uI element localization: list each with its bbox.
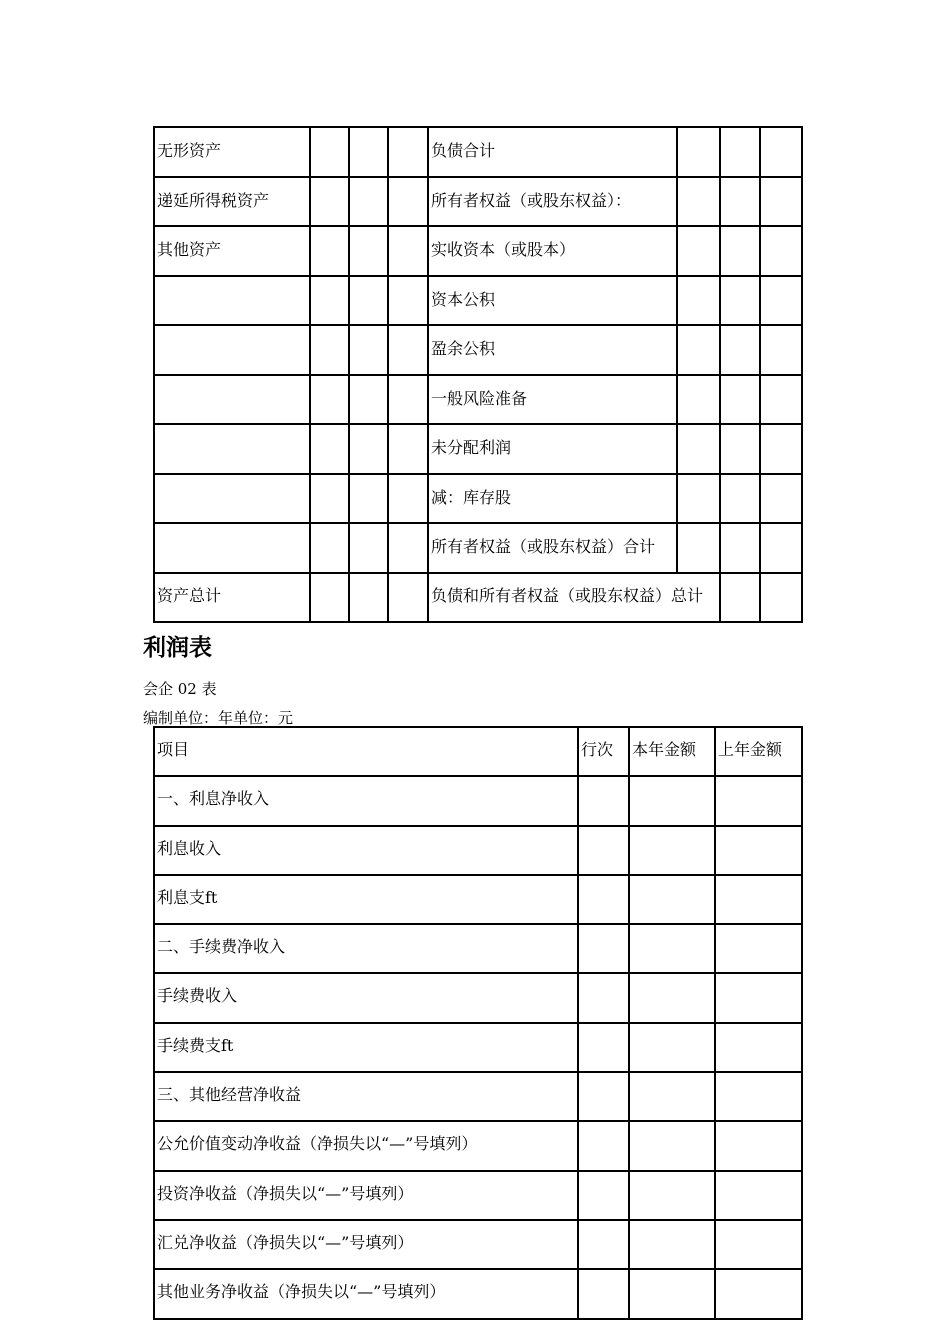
current-year-cell [629, 1023, 715, 1072]
liability-value-cell [677, 474, 720, 524]
line-no-cell [578, 1220, 629, 1269]
asset-item-cell: 无形资产 [154, 127, 310, 177]
liability-item-cell: 资本公积 [428, 276, 677, 326]
liability-value-cell [720, 177, 760, 227]
liability-value-cell [760, 127, 802, 177]
asset-value-cell [349, 523, 388, 573]
asset-value-cell [310, 325, 349, 375]
table-row [154, 1072, 802, 1121]
current-year-cell [629, 1072, 715, 1121]
prior-year-cell [715, 1072, 802, 1121]
liability-value-cell [720, 523, 760, 573]
liability-value-cell [760, 276, 802, 326]
liability-item-cell: 负债和所有者权益（或股东权益）总计 [428, 573, 720, 623]
prior-year-cell [715, 973, 802, 1022]
asset-value-cell [310, 276, 349, 326]
liability-item-cell: 所有者权益（或股东权益）合计 [428, 523, 677, 573]
table-row [154, 226, 802, 276]
asset-value-cell [349, 325, 388, 375]
unit-line: 编制单位：年单位：元 [143, 709, 294, 727]
asset-value-cell [388, 474, 428, 524]
table-row [154, 325, 802, 375]
asset-value-cell [349, 276, 388, 326]
table-row [154, 973, 802, 1022]
liability-value-cell [720, 127, 760, 177]
asset-value-cell [349, 474, 388, 524]
current-year-cell [629, 973, 715, 1022]
line-no-cell [578, 826, 629, 875]
liability-item-cell: 负债合计 [428, 127, 677, 177]
column-header: 本年金额 [629, 727, 715, 776]
asset-item-cell [154, 424, 310, 474]
prior-year-cell [715, 1269, 802, 1318]
liability-value-cell [677, 177, 720, 227]
liability-value-cell [677, 127, 720, 177]
current-year-cell [629, 924, 715, 973]
table-row [154, 1023, 802, 1072]
asset-value-cell [388, 325, 428, 375]
liability-value-cell [720, 276, 760, 326]
liability-value-cell [720, 375, 760, 425]
asset-value-cell [349, 127, 388, 177]
liability-value-cell [677, 424, 720, 474]
table-row [154, 177, 802, 227]
asset-value-cell [388, 424, 428, 474]
asset-value-cell [310, 523, 349, 573]
table-row [154, 1269, 802, 1318]
item-cell: 利息支ft [154, 875, 578, 924]
column-header: 上年金额 [715, 727, 802, 776]
liability-value-cell [677, 375, 720, 425]
asset-item-cell [154, 325, 310, 375]
line-no-cell [578, 1023, 629, 1072]
liability-value-cell [760, 226, 802, 276]
asset-value-cell [349, 573, 388, 623]
asset-item-cell: 资产总计 [154, 573, 310, 623]
line-no-cell [578, 1072, 629, 1121]
table-row [154, 1171, 802, 1220]
table-header-row [154, 727, 802, 776]
item-cell: 投资净收益（净损失以“—”号填列） [154, 1171, 578, 1220]
table-row [154, 573, 802, 623]
asset-value-cell [388, 127, 428, 177]
asset-value-cell [388, 375, 428, 425]
prior-year-cell [715, 875, 802, 924]
liability-value-cell [760, 177, 802, 227]
liability-value-cell [720, 424, 760, 474]
line-no-cell [578, 1171, 629, 1220]
asset-value-cell [310, 573, 349, 623]
table-row [154, 375, 802, 425]
prior-year-cell [715, 1171, 802, 1220]
column-header: 行次 [578, 727, 629, 776]
table-row [154, 924, 802, 973]
liability-value-cell [720, 226, 760, 276]
asset-value-cell [310, 177, 349, 227]
asset-value-cell [388, 573, 428, 623]
liability-value-cell [760, 325, 802, 375]
current-year-cell [629, 1269, 715, 1318]
item-cell: 三、其他经营净收益 [154, 1072, 578, 1121]
asset-value-cell [349, 177, 388, 227]
liability-value-cell [677, 523, 720, 573]
asset-item-cell: 其他资产 [154, 226, 310, 276]
current-year-cell [629, 826, 715, 875]
item-cell: 手续费支ft [154, 1023, 578, 1072]
item-cell: 二、手续费净收入 [154, 924, 578, 973]
liability-item-cell: 实收资本（或股本） [428, 226, 677, 276]
item-cell: 利息收入 [154, 826, 578, 875]
line-no-cell [578, 973, 629, 1022]
line-no-cell [578, 776, 629, 825]
liability-value-cell [760, 375, 802, 425]
item-cell: 公允价值变动净收益（净损失以“—”号填列） [154, 1121, 578, 1170]
table-row [154, 776, 802, 825]
line-no-cell [578, 1269, 629, 1318]
table-row [154, 276, 802, 326]
asset-value-cell [388, 226, 428, 276]
asset-value-cell [310, 375, 349, 425]
liability-value-cell [677, 325, 720, 375]
balance-sheet-table [153, 126, 803, 623]
asset-item-cell [154, 276, 310, 326]
liability-item-cell: 所有者权益（或股东权益）： [428, 177, 677, 227]
table-row [154, 523, 802, 573]
table-row [154, 1220, 802, 1269]
liability-value-cell [760, 523, 802, 573]
asset-value-cell [310, 226, 349, 276]
asset-item-cell [154, 523, 310, 573]
asset-item-cell: 递延所得税资产 [154, 177, 310, 227]
current-year-cell [629, 776, 715, 825]
asset-item-cell [154, 375, 310, 425]
current-year-cell [629, 1220, 715, 1269]
table-row [154, 826, 802, 875]
asset-value-cell [388, 276, 428, 326]
current-year-cell [629, 1171, 715, 1220]
liability-value-cell [720, 325, 760, 375]
current-year-cell [629, 875, 715, 924]
asset-value-cell [388, 523, 428, 573]
table-row [154, 474, 802, 524]
asset-item-cell [154, 474, 310, 524]
column-header: 项目 [154, 727, 578, 776]
item-cell: 手续费收入 [154, 973, 578, 1022]
income-statement-table [153, 726, 803, 1320]
asset-value-cell [310, 127, 349, 177]
asset-value-cell [349, 375, 388, 425]
liability-item-cell: 盈余公积 [428, 325, 677, 375]
liability-value-cell [760, 424, 802, 474]
asset-value-cell [349, 226, 388, 276]
prior-year-cell [715, 1023, 802, 1072]
prior-year-cell [715, 924, 802, 973]
asset-value-cell [310, 424, 349, 474]
prior-year-cell [715, 776, 802, 825]
line-no-cell [578, 875, 629, 924]
asset-value-cell [310, 474, 349, 524]
liability-value-cell [720, 474, 760, 524]
table-row [154, 875, 802, 924]
liability-value-cell [677, 276, 720, 326]
asset-value-cell [388, 177, 428, 227]
asset-value-cell [349, 424, 388, 474]
current-year-cell [629, 1121, 715, 1170]
table-row [154, 127, 802, 177]
liability-value-cell [760, 573, 802, 623]
liability-value-cell [720, 573, 760, 623]
liability-item-cell: 未分配利润 [428, 424, 677, 474]
liability-item-cell: 一般风险准备 [428, 375, 677, 425]
liability-item-cell: 减：库存股 [428, 474, 677, 524]
line-no-cell [578, 1121, 629, 1170]
prior-year-cell [715, 826, 802, 875]
item-cell: 一、利息净收入 [154, 776, 578, 825]
item-cell: 汇兑净收益（净损失以“—”号填列） [154, 1220, 578, 1269]
liability-value-cell [760, 474, 802, 524]
prior-year-cell [715, 1121, 802, 1170]
form-number: 会企 02 表 [143, 680, 217, 698]
item-cell: 其他业务净收益（净损失以“—”号填列） [154, 1269, 578, 1318]
table-row [154, 1121, 802, 1170]
prior-year-cell [715, 1220, 802, 1269]
liability-value-cell [677, 226, 720, 276]
line-no-cell [578, 924, 629, 973]
table-row [154, 424, 802, 474]
income-statement-title: 利润表 [143, 635, 212, 661]
